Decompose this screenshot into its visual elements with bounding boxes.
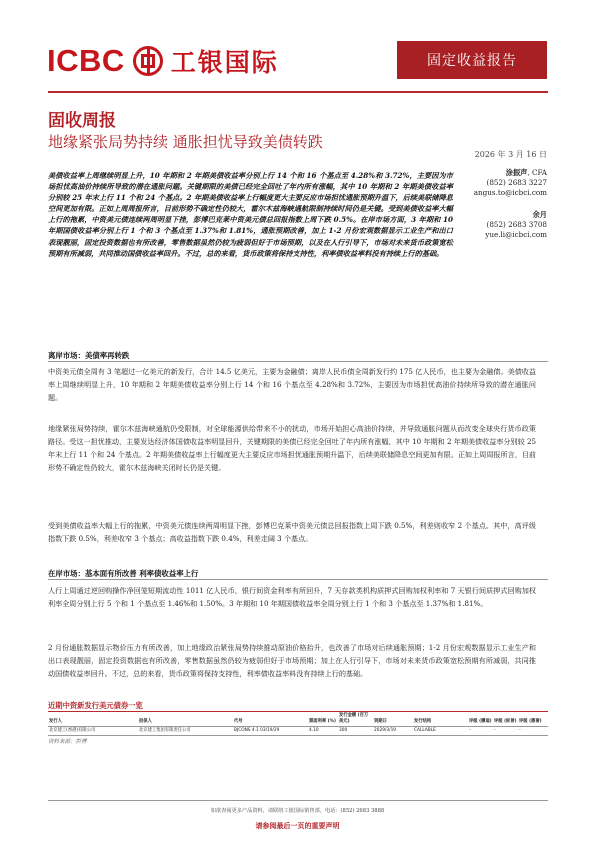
paragraph: 地缘紧张局势持续，霍尔木兹海峡通航仍受限制，对全球能源供给带来不小的扰动，市场开始担心高油价持续，并导致通胀问题从而改变全球央行货币政策路径。受这一担忧推动，主要发达经济体国债收益率明显回升，关键期限的美债已经完全回吐了年内所有涨幅，其中 10 年期和 2 年期美债收益率分别较 25 年末上行 11 个和 24 个基点。2 年期美债收益率上行幅度更大主要反应市场担忧通胀预期升温下，后续美联储降息空间更加有限。正如上周周报所言，目前形势不确定性仍较大，霍尔木兹海峡关闭时长仍是关键。 — [48, 424, 536, 472]
footer-disclaimer-link[interactable]: 请参阅最后一页的重要声明 — [255, 821, 340, 830]
analyst-email[interactable]: angus.to@icbci.com — [473, 188, 547, 197]
cell-rating-moodys: - — [468, 727, 493, 736]
report-title: 固收周报 — [48, 111, 116, 131]
analyst-card — [485, 210, 547, 240]
col-header: 评级 (惠誉) — [518, 712, 548, 727]
cell-coupon: 4.10 — [308, 727, 338, 736]
analyst-phone: (852) 2683 3708 — [486, 220, 547, 229]
cell-issuer: 北京建工(香港)有限公司 — [48, 727, 138, 736]
col-header: 代号 — [233, 712, 308, 727]
cell-rating-sp: - — [493, 727, 518, 736]
paragraph: 中资美元债全周有 3 笔超过一亿美元的新发行，合计 14.5 亿美元，主要为金融债；离岸人民币债全周新发行约 175 亿人民币，也主要为金融债。美债收益率上周继续明显上升，10 年期和 2 年期美债收益率分别上行 14 个和 16 个基点至 4.28%和 3.72%，主要因为市场担忧高油价持续所导致的潜在通胀问题。 — [48, 367, 536, 402]
table-source: 资料来源：彭博 — [48, 739, 87, 745]
footer-contact: 如欲查阅更多产品资料，请联络工银国际销售部，电话：(852) 2683 3888 — [210, 808, 385, 814]
col-header: 票面利率 (%) — [308, 712, 338, 727]
table-row — [48, 727, 548, 736]
col-header: 到期日 — [373, 712, 413, 727]
analyst-name: 涂振声 — [505, 168, 528, 177]
analyst-email[interactable]: yue.li@icbci.com — [485, 230, 547, 239]
logo — [47, 44, 279, 78]
paragraph: 2 月份通胀数据显示物价压力有所改善，加上地缘政治紧张局势持续推动原油价格抬升，也改善了市场对后续通胀预期；1-2 月份宏观数据显示工业生产和出口表现靓丽，固定投资数据也有所改善，零售数据虽然仍较为疲弱但好于市场预期；加上在人行引导下，市场对未来货币政策宽松预期有所减弱，共同推动国债收益率回升。不过，总的来看，货币政策将保持支持性，利率债收益率料没有持续上行的基础。 — [48, 643, 536, 678]
cell-amount: 300 — [338, 727, 373, 736]
paragraph: 受到美债收益率大幅上行的拖累，中资美元债连续两周明显下挫，彭博巴克莱中资美元债总回报指数上周下跌 0.5%，利差则收窄 2 个基点。其中，高评级指数下跌 0.5%，利差收窄 3 个基点；高收益指数下跌 0.4%，利差走阔 3 个基点。 — [48, 521, 536, 543]
report-subtitle: 地缘紧张局势持续 通胀担忧导致美债转跌 — [48, 133, 323, 151]
paragraph: 人行上周通过逆回购操作净回笼短期流动性 1011 亿人民币，银行间资金利率有所回升，7 天存款类机构质押式回购加权利率和 7 天银行间质押式回购加权利率全周分别上行 5 个和 1 个基点至 1.46%和 1.50%。3 年期和 10 年期国债收益率全周分别上行 1 个和 3 个基点至 1.37%和 1.81%。 — [48, 586, 536, 608]
report-type-badge: 固定收益报告 — [397, 41, 547, 79]
bond-issuance-table — [48, 711, 548, 736]
section-heading: 离岸市场：美债率再转跌 — [48, 351, 130, 360]
analyst-name: 余月 — [532, 210, 547, 219]
col-header: 评级 (穆迪) — [468, 712, 493, 727]
col-header: 发行人 — [48, 712, 138, 727]
table-title: 近期中资新发行美元债券一览 — [48, 701, 143, 710]
cell-ticker: BJCONS 4.1 03/19/29 — [233, 727, 308, 736]
logo-en: ICBC — [47, 43, 125, 78]
col-header: 发行结构 — [413, 712, 468, 727]
section-heading: 在岸市场：基本面有所改善 利率债收益率上行 — [48, 569, 199, 578]
icbc-logo-icon — [133, 46, 163, 76]
analyst-phone: (852) 2683 3227 — [486, 178, 547, 187]
cell-guarantor: 北京建工集团有限责任公司 — [138, 727, 233, 736]
section-divider — [48, 361, 548, 362]
table-header-row — [48, 712, 548, 727]
col-header: 评级 (标普) — [493, 712, 518, 727]
section-divider — [48, 579, 548, 580]
col-header: 发行金额 (百万美元) — [338, 712, 373, 727]
analyst-cert: , CFA — [527, 168, 547, 177]
col-header: 担保人 — [138, 712, 233, 727]
report-date: 2026 年 3 月 16 日 — [474, 150, 547, 159]
executive-summary: 美债收益率上周继续明显上升，10 年期和 2 年期美债收益率分别上行 14 个和 16 个基点至 4.28%和 3.72%，主要因为市场担忧高油价持续所导致的潜在通胀问题。关键期限的美债已经完全回吐了年内所有涨幅，其中 10 年期和 2 年期美债收益率分别较 25 年末上行 11 个和 24 个基点。2 年期美债收益率上行幅度更大主要反应市场担忧通胀预期升温下，后续美联储降息空间更加有限。正如上周周报所言，目前形势不确定性仍较大，霍尔木兹海峡遇航限制持续时间仍是关键。受到美债收益率大幅上行的拖累，中资美元债连续两周明显下挫，彭博巴克莱中资美元债总回报指数上周下跌 0.5%。在岸市场方面，3 年期和 10 年期国债收益率分别上行 1 个和 3 个基点至 1.37%和 1.81%，通胀预期改善，加上 1-2 月份宏观数据显示工业生产和出口表现靓丽，固定投资数据也有所改善，零售数据虽然仍较为疲弱但好于市场预期，以及在人行引导下，市场对未来货币政策宽松预期有所减弱，共同推动国债收益率回升。不过，总的来看，货币政策将保持支持性，利率债收益率料没有持续上行的基础。 — [48, 171, 453, 258]
footer-divider — [48, 800, 548, 801]
cell-rating-fitch: - — [518, 727, 548, 736]
cell-maturity: 2029/3/19 — [373, 727, 413, 736]
header-divider — [48, 91, 548, 93]
analyst-card — [474, 168, 547, 198]
logo-cn: 工银国际 — [170, 48, 279, 77]
cell-structure: CALLABLE — [413, 727, 468, 736]
